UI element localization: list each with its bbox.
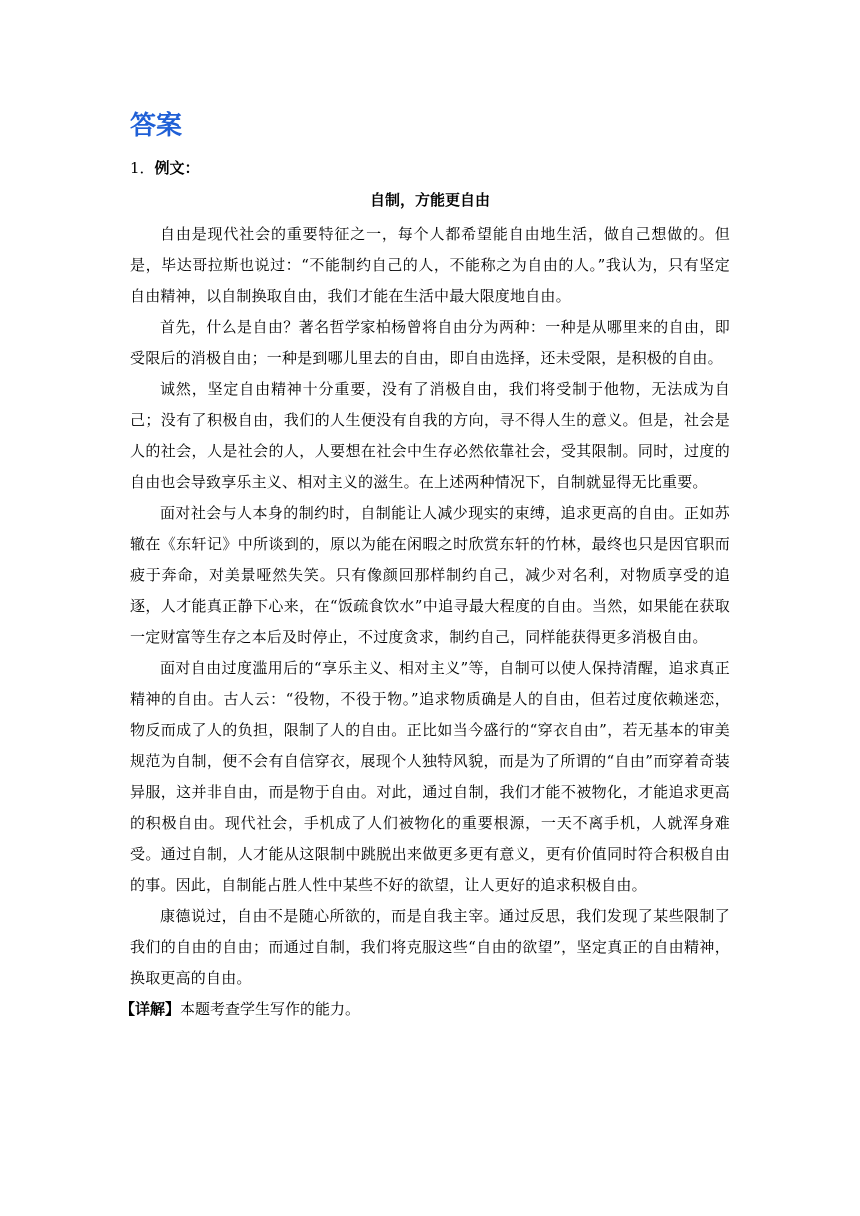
essay-paragraph-6: 康德说过，自由不是随心所欲的，而是自我主宰。通过反思，我们发现了某些限制了我们的自由的自由；而通过自制，我们将克服这些“自由的欲望”，坚定真正的自由精神，换取更高的自由。 bbox=[130, 907, 730, 987]
detail-tag: 【详解】 bbox=[120, 1000, 181, 1018]
essay-body bbox=[120, 219, 730, 1025]
answer-heading: 答案 bbox=[130, 111, 183, 141]
question-label bbox=[130, 157, 200, 179]
essay-paragraph-4: 面对社会与人本身的制约时，自制能让人减少现实的束缚，追求更高的自由。正如苏辙在《东轩记》中所谈到的，原以为能在闲暇之时欣赏东轩的竹林，最终也只是因官职而疲于奔命，对美景哑然失笑。只有像颜回那样制约自己，减少对名利，对物质享受的追逐，人才能真正静下心来，在“饭疏食饮水”中追寻最大程度的自由。当然，如果能在获取一定财富等生存之本后及时停止，不过度贪求，制约自己，同样能获得更多消极自由。 bbox=[130, 504, 730, 646]
essay-title: 自制，方能更自由 bbox=[369, 191, 490, 209]
detail-text: 本题考查学生写作的能力。 bbox=[180, 1000, 361, 1018]
essay-paragraph-2: 首先，什么是自由？著名哲学家柏杨曾将自由分为两种：一种是从哪里来的自由，即受限后的消极自由；一种是到哪儿里去的自由，即自由选择，还未受限，是积极的自由。 bbox=[130, 318, 730, 367]
essay-paragraph-5: 面对自由过度滥用后的“享乐主义、相对主义”等，自制可以使人保持清醒，追求真正精神的自由。古人云：“役物，不役于物。”追求物质确是人的自由，但若过度依赖迷恋，物反而成了人的负担，限制了人的自由。正比如当今盛行的“穿衣自由”，若无基本的审美规范为自制，便不会有自信穿衣，展现个人独特风貌，而是为了所谓的“自由”而穿着奇装异服，这并非自由，而是物于自由。对此，通过自制，我们才能不被物化，才能追求更高的积极自由。现代社会，手机成了人们被物化的重要根源，一天不离手机，人就浑身难受。通过自制，人才能从这限制中跳脱出来做更多更有意义，更有价值同时符合积极自由的事。因此，自制能占胜人性中某些不好的欲望，让人更好的追求积极自由。 bbox=[130, 659, 730, 894]
question-number: 1． bbox=[130, 159, 155, 177]
question-label-text: 例文： bbox=[154, 159, 200, 177]
essay-paragraph-3: 诚然，坚定自由精神十分重要，没有了消极自由，我们将受制于他物，无法成为自己；没有了积极自由，我们的人生便没有自我的方向，寻不得人生的意义。但是，社会是人的社会，人是社会的人，人要想在社会中生存必然依靠社会，受其限制。同时，过度的自由也会导致享乐主义、相对主义的滋生。在上述两种情况下，自制就显得无比重要。 bbox=[130, 380, 730, 491]
essay-paragraph-1: 自由是现代社会的重要特征之一，每个人都希望能自由地生活，做自己想做的。但是，毕达哥拉斯也说过：“不能制约自己的人，不能称之为自由的人。”我认为，只有坚定自由精神，以自制换取自由，我们才能在生活中最大限度地自由。 bbox=[130, 225, 730, 305]
detail-line bbox=[120, 994, 720, 1025]
